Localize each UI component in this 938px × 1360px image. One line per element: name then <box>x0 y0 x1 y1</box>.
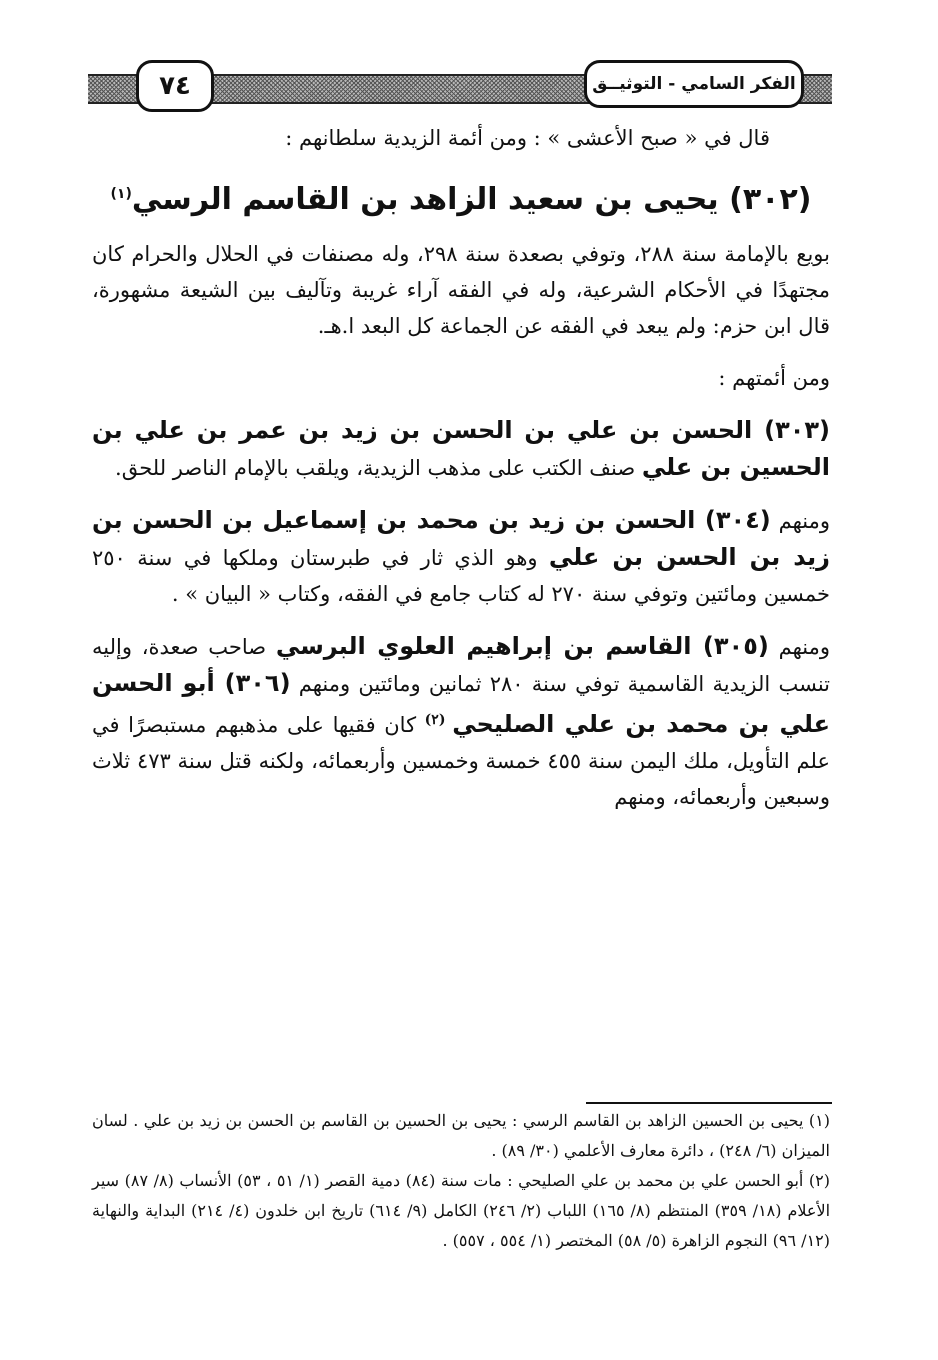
entry-306-name: (٣٠٦) أبو الحسن علي بن محمد بن علي الصليحي <box>92 669 831 738</box>
entry-303-body: صنف الكتب على مذهب الزيدية، ويلقب بالإمام الناصر للحق. <box>115 456 642 480</box>
entry-306-body: كان فقيها على مذهبهم مستبصرًا في علم التأويل، ملك اليمن سنة ٤٥٥ خمسة وخمسين وأربعمائه، ولكنه قتل سنة ٤٧٣ ثلاث وسبعين وأربعمائه، ومنهم <box>92 713 830 809</box>
entry-304-prefix: ومنهم <box>770 509 830 533</box>
transition-line: ومن أئمتهم : <box>718 366 830 390</box>
entry-304 <box>92 502 830 612</box>
intro-line: قال في « صبح الأعشى » : ومن أئمة الزيدية سلطانهم : <box>285 126 770 150</box>
entry-305-name: (٣٠٥) القاسم بن إبراهيم العلوي البرسي <box>275 632 769 660</box>
entry-302-body: بويع بالإمامة سنة ٢٨٨، وتوفي بصعدة سنة ٢٩٨، وله مصنفات في الحلال والحرام كان مجتهدًا في الأحكام الشرعية، وله في الفقه آراء غريبة وتآليف بين الشيعة مشهورة، قال ابن حزم: ولم يبعد في الفقه عن الجماعة كل البعد ا.هـ. <box>92 242 830 338</box>
page-number: ٧٤ <box>136 60 214 112</box>
running-title: الفكر السامي - التوثيــق <box>584 60 804 108</box>
footnote-ref-1: (١) <box>110 186 132 202</box>
entry-305-306 <box>92 628 830 815</box>
entry-305-body: صاحب صعدة، وإليه تنسب الزيدية القاسمية توفي سنة ٢٨٠ ثمانين ومائتين ومنهم <box>92 635 830 696</box>
main-text <box>92 120 830 815</box>
footnote-ref-2: (٢) <box>424 712 453 728</box>
entry-303-name: (٣٠٣) الحسن بن علي بن الحسن بن زيد بن عمر بن علي بن الحسين بن علي <box>92 416 830 481</box>
entry-303 <box>92 412 830 486</box>
entry-302-heading <box>92 170 830 224</box>
footnote-divider <box>586 1102 832 1104</box>
footnote-2: (٢) أبو الحسن علي بن محمد بن علي الصليحي : مات سنة (٨٤) دمية القصر (١/ ٥١ ، ٥٣) الأنساب (٨/ ٨٧) سير الأعلام (١٨/ ٣٥٩) المنتظم (٨/ ١٦٥) اللباب (٢/ ٢٤٦) الكامل (٩/ ٦١٤) تاريخ ابن خلدون (٤/ ٢١٤) البداية والنهاية (١٢/ ٩٦) النجوم الزاهرة (٥/ ٥٨) المختصر (١/ ٥٥٤ ، ٥٥٧) . <box>92 1171 831 1250</box>
entry-302-name: (٣٠٢) يحيى بن سعيد الزاهد بن القاسم الرسي <box>131 182 812 217</box>
entry-304-body: وهو الذي ثار في طبرستان وملكها في سنة ٢٥٠ خمسين ومائتين وتوفي سنة ٢٧٠ له كتاب جامع في الفقه، وكتاب « البيان » . <box>92 546 830 606</box>
footnote-1: (١) يحيى بن الحسين الزاهد بن القاسم الرسي : يحيى بن الحسين بن القاسم بن الحسن بن زيد بن علي . لسان الميزان (٦/ ٢٤٨) ، دائرة معارف الأعلمي (٣٠/ ٨٩) . <box>92 1111 830 1160</box>
entry-305-prefix: ومنهم <box>768 635 830 659</box>
entry-304-name: (٣٠٤) الحسن بن زيد بن محمد بن إسماعيل بن الحسن بن زيد بن الحسن بن علي <box>92 506 831 571</box>
footnotes <box>92 1106 830 1256</box>
